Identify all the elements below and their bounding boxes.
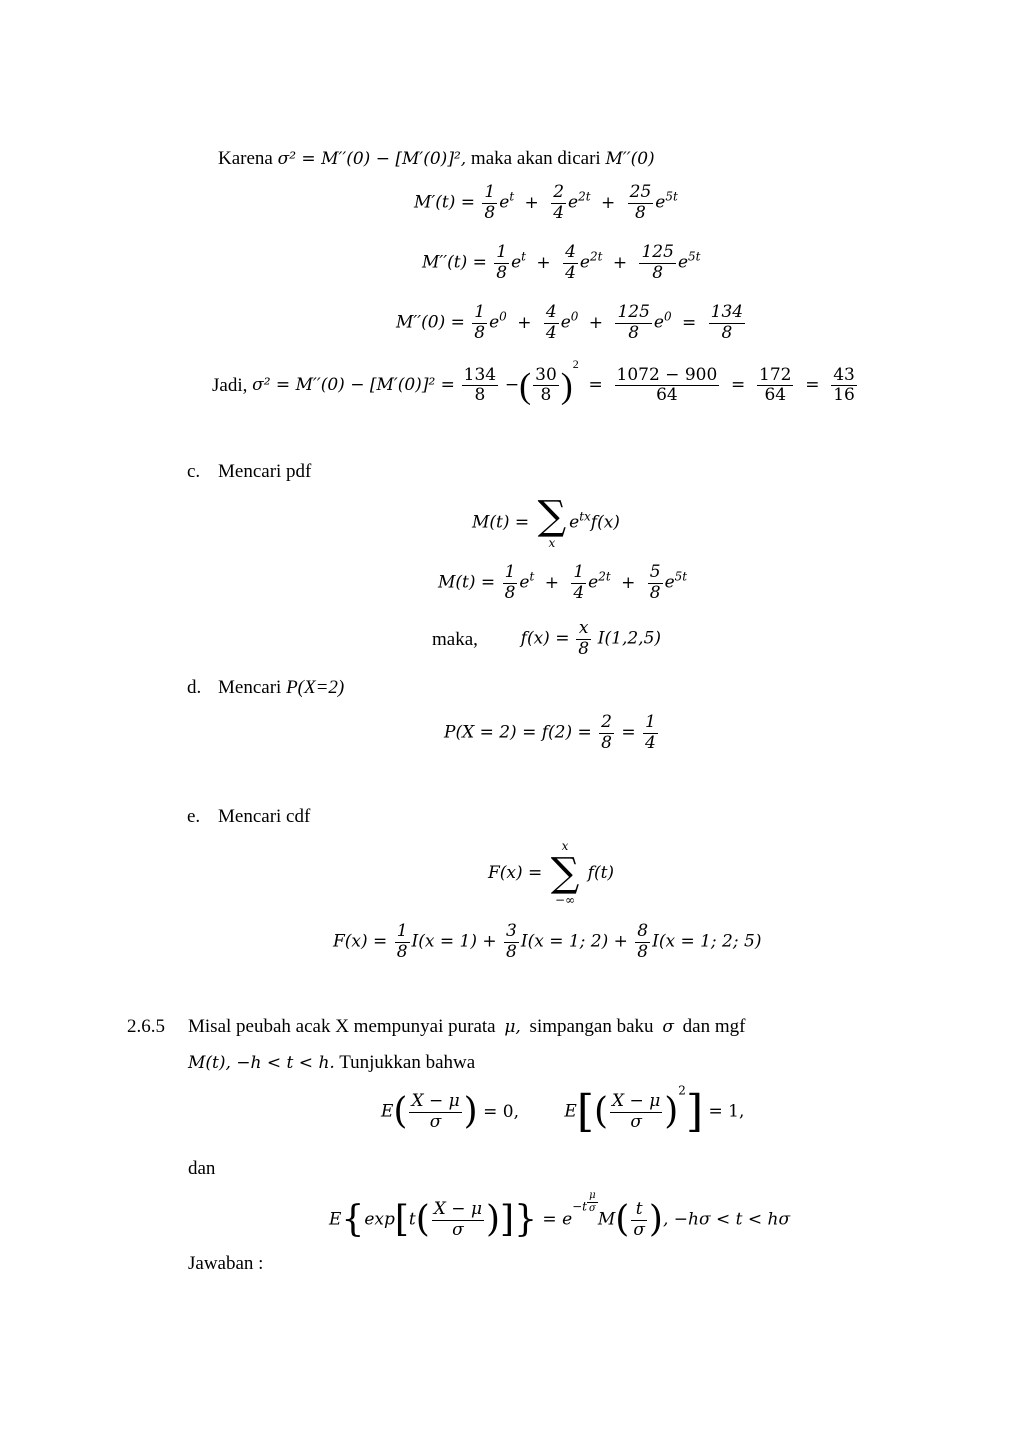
exp-base: e [519,572,530,593]
pdf-lhs: f(x) = [520,628,570,649]
fraction-den: 8 [540,385,552,406]
section-c-title: Mencari pdf [218,461,312,482]
mgf-def-pow: tx [579,509,591,524]
fraction [615,303,651,343]
exp-base: e [568,192,579,213]
m-prime-lhs: M′(t) = [414,192,476,213]
expectation-equations: E( $\frac{X - \mu}{\sigma}$ ) = 0, E[( $\frac{X - \mu}{\sigma}$ )$^2$] = 1, [381,1083,745,1137]
fraction-num: 1 [396,921,408,941]
problem-line-1 [127,1017,745,1036]
fraction [563,243,578,283]
sigma-symbol: σ [662,1017,674,1037]
intro-target: M′′(0) [605,149,655,169]
fraction [533,366,559,406]
exp-power: 5t [665,189,678,204]
exp-base: e [560,312,571,333]
problem-number: 2.6.5 [127,1016,165,1037]
eq3-t: t [408,1209,416,1230]
cdf-term-tail: I(x = 1) + [411,931,497,952]
fraction [631,1200,647,1240]
fraction-den: 4 [545,322,557,343]
problem-text-c: dan mgf [682,1016,746,1037]
eq3-equals: = [542,1209,557,1230]
fraction-num: t [631,1200,647,1221]
m-double-prime-zero-equation: M′′(0) = $\frac{1}{8}$ $e^0$ + $\frac{4}{4}$ $e^0$ + $\frac{125}{8}$ $e^0$ = $\frac{134}{8}$ [396,302,744,343]
problem-text-d: Tunjukkan bahwa [339,1052,476,1073]
dan-text: dan [188,1158,216,1179]
fraction-den: σ [633,1219,645,1240]
eq1-E: E [381,1101,394,1122]
exp-base: e [655,192,666,213]
fraction-num: x [576,619,591,640]
fraction-den: 8 [637,941,649,962]
fraction [494,243,509,283]
fraction-num: 25 [629,182,652,202]
sum-lower: x [548,536,556,550]
m-double-prime-zero-lhs: M′′(0) = [396,312,465,333]
mgf-def-tail: f(x) [590,512,620,533]
fraction-den: σ [452,1219,464,1240]
section-e-label: e. [187,806,201,827]
m-prime-equation: M′(t) = $\frac{1}{8}$ $e^t$ + $\frac{2}{4}$ $e^{2t}$ + $\frac{25}{8}$ $e^{5t}$ [414,182,678,223]
exp-power: 2t [598,569,611,584]
fraction-den: 8 [474,322,486,343]
problem-text-b: simpangan baku [529,1016,654,1037]
fraction-num: 172 [759,364,792,385]
prob-lhs: P(X = 2) = f(2) = [444,722,592,743]
fraction-num: 134 [463,364,497,385]
fraction-den: 4 [553,202,565,223]
fraction-num: X − μ [411,1090,460,1111]
fraction-den: 8 [504,582,516,603]
fraction [432,1200,484,1240]
fraction-num: 125 [617,302,650,322]
section-e-title: Mencari cdf [218,806,311,827]
fraction [610,1092,662,1132]
fraction-den: 8 [601,732,612,753]
fraction-num: 1072 − 900 [616,364,718,385]
fraction-den: 4 [645,732,656,753]
fraction-den: 8 [652,262,664,283]
eq3-M: M [597,1209,616,1230]
section-c-label: c. [187,461,201,482]
fraction-den: 8 [474,385,486,406]
fraction [643,713,658,753]
fraction [648,563,663,603]
fraction-den: 8 [578,638,590,659]
fraction-den: 8 [649,582,661,603]
section-c-heading [187,462,311,481]
intro-line [218,149,655,168]
fraction [462,366,498,406]
fraction-num: 5 [649,562,661,582]
conclusion-prefix: Jadi, [212,375,248,397]
fraction [709,303,745,343]
fraction [544,303,559,343]
fraction-den: 8 [635,202,646,223]
section-e-heading [187,807,310,826]
exp-base: e [653,312,664,333]
problem-formula: M(t), −h < t < h. [188,1053,335,1073]
jawaban-text: Jawaban : [188,1253,264,1274]
fraction-den: 8 [628,322,640,343]
eq3-exp: exp [364,1209,395,1230]
fraction-den: σ [630,1111,642,1132]
power: 2 [678,1083,686,1098]
fraction [395,922,410,962]
fraction [472,303,487,343]
problem-line-2 [188,1053,475,1072]
exp-power: 0 [570,309,579,324]
fraction-num: X − μ [433,1198,482,1219]
fraction [639,243,675,283]
mu-symbol: μ, [504,1017,521,1037]
exp-power: 5t [674,569,688,584]
cdf-equation [333,922,761,962]
fraction-num: 1 [484,182,496,202]
cdf-term-tail: I(x = 1; 2; 5) [652,931,762,952]
mgf-definition [472,493,620,550]
fraction-num: 4 [565,242,576,262]
fraction-num: 2 [601,712,612,732]
exp-power: t [509,189,515,204]
eq3-tail: , −hσ < t < hσ [662,1209,791,1230]
section-d-title-prefix: Mencari [218,677,282,698]
fraction-num: 1 [474,302,486,322]
cdf-term-tail: I(x = 1; 2) + [520,931,628,952]
fraction-num: 4 [545,302,557,322]
section-d-title-formula: P(X=2) [286,677,345,698]
mgf-lhs: M(t) = [438,572,496,593]
power: 2 [572,357,579,371]
section-d-label: d. [187,677,202,698]
maka-text: maka, [432,628,478,650]
cdf-definition [488,839,614,908]
fraction-num: 1 [496,242,508,262]
fraction-num: 125 [641,242,674,262]
fraction-den: 4 [573,582,585,603]
exp-power: 2t [578,189,591,204]
fraction-num: 134 [710,302,744,322]
fraction [831,366,857,406]
fraction [587,1190,598,1214]
fraction-num: 2 [553,182,565,202]
exp-base: e [588,572,599,593]
fraction-num: 43 [833,364,855,385]
m-double-prime-lhs: M′′(t) = [422,252,487,273]
cdf-def-rhs: f(t) [587,862,615,883]
fraction-den: 8 [506,941,517,962]
sum-lower: −∞ [554,893,576,908]
exp-power: 5t [688,249,701,264]
mgf-equation: M(t) = $\frac{1}{8}$ $e^t$ + $\frac{1}{4}$ $e^{2t}$ + $\frac{5}{8}$ $e^{5t}$ [438,562,688,603]
exp-base: e [664,572,675,593]
exp-power: t [529,569,535,584]
fraction [571,563,586,603]
fraction-num: 1 [645,712,656,732]
exp-power: 0 [663,309,672,324]
mgf-def-exp: e [569,512,580,533]
sum-symbol: ∑ x [537,493,567,550]
fraction-den: 4 [565,262,576,283]
cdf-lhs: F(x) = [333,931,388,952]
fraction-den: 64 [656,385,678,406]
fraction [615,366,720,406]
fraction [599,713,614,753]
probability-equation: P(X = 2) = f(2) = $\frac{2}{8}$ = $\frac{1}{4}$ [444,712,656,753]
exp-base: e [579,252,590,273]
fraction [503,563,518,603]
fraction-den: σ [429,1111,442,1132]
fraction-den: σ [589,1202,596,1214]
fraction-num: 30 [535,364,557,385]
mgf-def-lhs: M(t) = [472,512,530,533]
fraction-den: 64 [764,385,787,406]
exp-power: 0 [499,309,507,324]
eq3-E: E [329,1209,342,1230]
intro-suffix: maka akan dicari [470,148,601,169]
fraction-den: 8 [721,322,733,343]
fraction [635,922,650,962]
exp-power: 2t [589,249,603,264]
fraction-num: μ [587,1190,598,1203]
fraction-den: 8 [396,941,408,962]
intro-prefix: Karena [218,148,273,169]
eq3-pow: −t [572,1199,588,1214]
conclusion-line: Jadi, σ² = M′′(0) − [M′(0)]² = $\frac{134}{8}$ −( $\frac{30}{8}$ )$^2$ = $\frac{1072 - 900}{64}$ = $\frac{172}{64}$ = $\frac{43}{16}$ [212,357,855,406]
fraction [576,619,591,659]
problem-text-a: Misal peubah acak X mempunyai purata [188,1016,496,1037]
fraction [409,1092,461,1132]
fraction-num: X − μ [612,1090,661,1111]
fraction [482,183,497,223]
fraction [628,183,654,223]
fraction-num: 3 [506,921,517,941]
fraction-num: 1 [504,562,516,582]
mgf-transform-equation: E{exp[t( $\frac{X - \mu}{\sigma}$ )]} = $e^{-t}$ $\frac{\mu}{\sigma}$ M( $\frac{t}{\sigma}$ ), −hσ < t < hσ [329,1190,791,1240]
pdf-equation [432,619,661,659]
exp-base: e [499,192,510,213]
exp-base: e [511,252,522,273]
fraction-num: 8 [637,921,649,941]
eq3-e: e [562,1209,573,1230]
pdf-tail: I(1,2,5) [597,628,662,649]
section-d-heading [187,678,344,697]
exp-power: t [521,249,526,264]
exp-base: e [489,312,500,333]
eq1-rhs: = 0, [483,1101,519,1122]
intro-formula: σ² = M′′(0) − [M′(0)]², [277,149,467,169]
fraction-den: 8 [484,202,496,223]
exp-base: e [677,252,688,273]
fraction-num: 1 [573,562,585,582]
m-double-prime-equation: M′′(t) = $\frac{1}{8}$ $e^t$ + $\frac{4}{4}$ $e^{2t}$ + $\frac{125}{8}$ $e^{5t}$ [422,242,701,283]
sum-symbol: x ∑ −∞ [550,839,580,908]
fraction [551,183,566,223]
fraction [504,922,519,962]
cdf-def-lhs: F(x) = [488,862,543,883]
eq2-rhs: = 1, [708,1101,745,1122]
fraction-den: 8 [496,262,508,283]
fraction-den: 16 [833,385,855,406]
fraction [757,366,793,406]
sum-upper: x [561,839,569,853]
eq2-E: E [564,1101,577,1122]
conclusion-lhs: σ² = M′′(0) − [M′(0)]² = [252,375,455,396]
